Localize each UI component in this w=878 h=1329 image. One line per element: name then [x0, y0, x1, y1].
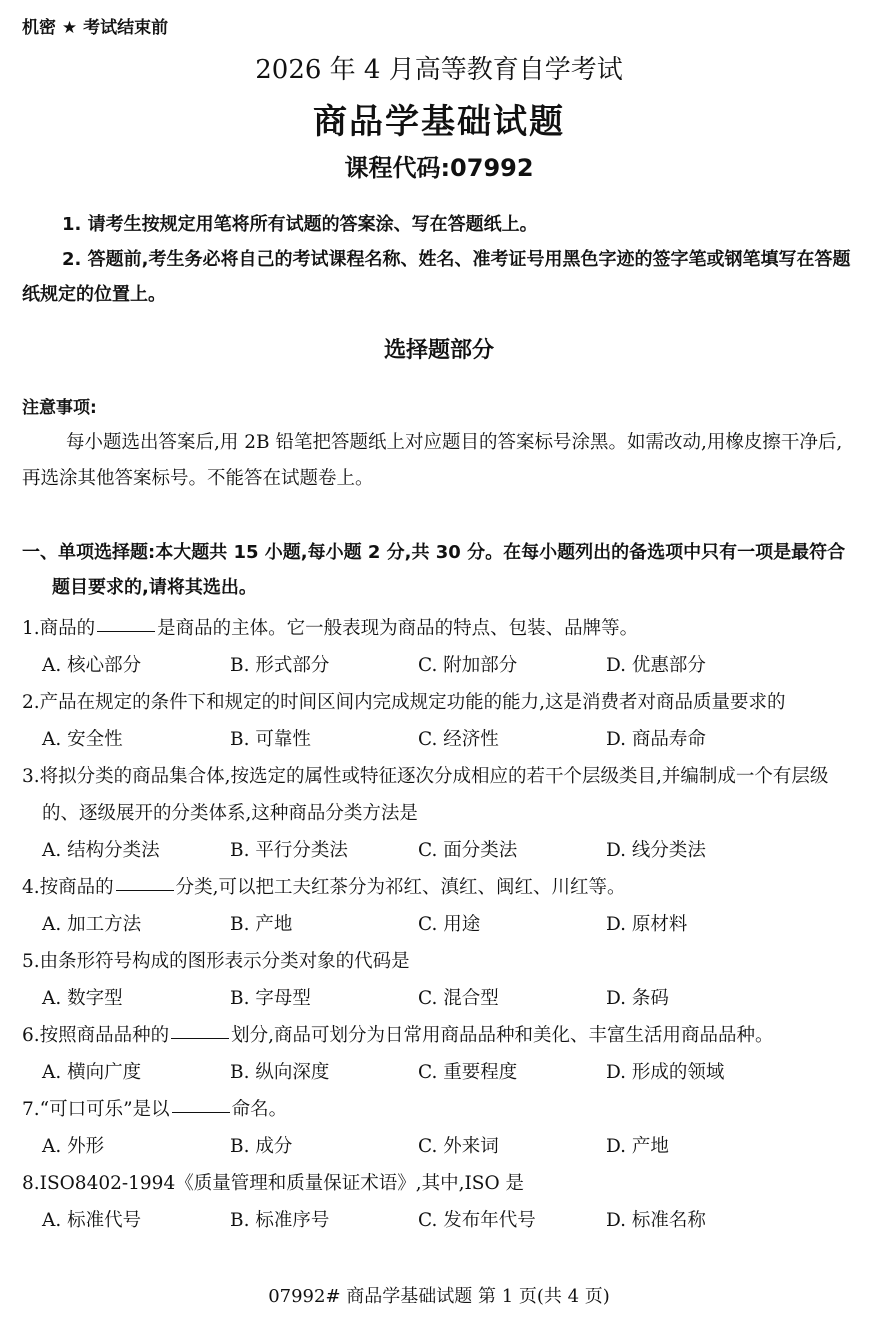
question-text: “可口可乐”是以: [39, 1099, 170, 1120]
course-code: 课程代码:07992: [344, 154, 534, 182]
answer-option: A. 加工方法: [42, 914, 142, 935]
notes-text: 每小题选出答案后,用 2B 铅笔把答题纸上对应题目的答案标号涂黑。如需改动,用橡皮擦干净后,再选涂其他答案标号。不能答在试题卷上。: [22, 432, 843, 490]
question-text: 按商品的: [39, 877, 114, 898]
question-text-continued: 命名。: [231, 1099, 288, 1120]
answer-option: B. 标准序号: [230, 1210, 330, 1231]
answer-option: C. 面分类法: [418, 840, 518, 861]
question-stem: [22, 1165, 860, 1202]
answer-option: B. 形式部分: [230, 655, 330, 676]
question-item: [22, 1017, 860, 1091]
answer-option: D. 优惠部分: [606, 655, 706, 676]
question-text: 产品在规定的条件下和规定的时间区间内完成规定功能的能力,这是消费者对商品质量要求的: [39, 692, 786, 713]
section-title: 选择题部分: [383, 338, 494, 363]
question-item: [22, 1165, 860, 1239]
answer-option: C. 发布年代号: [418, 1210, 536, 1231]
question-number: 5.: [22, 951, 40, 972]
question-item: [22, 869, 860, 943]
subject-title: 商品学基础试题: [313, 102, 565, 142]
answer-option: B. 产地: [230, 914, 293, 935]
answer-blank: [172, 1111, 230, 1113]
answer-option: B. 字母型: [230, 988, 311, 1009]
answer-option: D. 形成的领域: [606, 1062, 725, 1083]
question-stem: [22, 1091, 860, 1128]
question-text: 由条形符号构成的图形表示分类对象的代码是: [39, 951, 410, 972]
question-number: 3.: [22, 766, 40, 787]
answer-option: C. 经济性: [418, 729, 499, 750]
answer-option: A. 结构分类法: [42, 840, 160, 861]
option-row: [22, 647, 860, 684]
question-stem: [22, 684, 860, 721]
part-one-heading: 一、单项选择题:本大题共 15 小题,每小题 2 分,共 30 分。在每小题列出的备选项中只有一项是最符合题目要求的,请将其选出。: [22, 542, 846, 599]
page-footer: 07992# 商品学基础试题 第 1 页(共 4 页): [268, 1286, 610, 1307]
answer-option: B. 成分: [230, 1136, 293, 1157]
option-row: [22, 980, 860, 1017]
answer-blank: [97, 630, 155, 632]
question-text: 商品的: [39, 618, 96, 639]
question-list: [22, 610, 860, 1239]
question-text: 按照商品品种的: [39, 1025, 170, 1046]
question-item: [22, 943, 860, 1017]
answer-option: D. 标准名称: [606, 1210, 706, 1231]
question-text-continued: 划分,商品可划分为日常用商品品种和美化、丰富生活用商品品种。: [231, 1025, 774, 1046]
answer-option: D. 条码: [606, 988, 669, 1009]
option-row: [22, 721, 860, 758]
answer-option: B. 纵向深度: [230, 1062, 330, 1083]
answer-option: A. 横向广度: [42, 1062, 142, 1083]
question-number: 2.: [22, 692, 40, 713]
option-row: [22, 906, 860, 943]
instruction-item: 1. 请考生按规定用笔将所有试题的答案涂、写在答题纸上。: [62, 214, 538, 235]
option-row: [22, 1128, 860, 1165]
question-stem: [22, 758, 860, 832]
question-number: 8.: [22, 1173, 40, 1194]
question-item: [22, 758, 860, 869]
answer-option: C. 附加部分: [418, 655, 518, 676]
option-row: [22, 1054, 860, 1091]
question-item: [22, 684, 860, 758]
instruction-item: 2. 答题前,考生务必将自己的考试课程名称、姓名、准考证号用黑色字迹的签字笔或钢笔填写在答题纸规定的位置上。: [22, 249, 851, 306]
answer-option: C. 重要程度: [418, 1062, 518, 1083]
option-row: [22, 832, 860, 869]
question-number: 6.: [22, 1025, 40, 1046]
question-stem: [22, 610, 860, 647]
question-number: 4.: [22, 877, 40, 898]
answer-option: C. 外来词: [418, 1136, 499, 1157]
exam-instructions: [22, 207, 856, 312]
answer-option: C. 用途: [418, 914, 481, 935]
question-stem: [22, 1017, 860, 1054]
answer-option: A. 核心部分: [42, 655, 142, 676]
question-text-continued: 分类,可以把工夫红茶分为祁红、滇红、闽红、川红等。: [175, 877, 626, 898]
question-text: ISO8402-1994《质量管理和质量保证术语》,其中,ISO 是: [39, 1173, 525, 1194]
question-stem: [22, 943, 860, 980]
exam-name: 2026 年 4 月高等教育自学考试: [255, 55, 623, 85]
answer-blank: [171, 1037, 229, 1039]
confidential-mark: 机密 ★ 考试结束前: [22, 18, 169, 38]
answer-option: A. 安全性: [42, 729, 123, 750]
answer-blank: [116, 889, 174, 891]
question-number: 1.: [22, 618, 40, 639]
question-item: [22, 610, 860, 684]
answer-option: A. 数字型: [42, 988, 123, 1009]
answer-option: D. 商品寿命: [606, 729, 706, 750]
question-stem: [22, 869, 860, 906]
answer-option: A. 标准代号: [42, 1210, 142, 1231]
answer-option: C. 混合型: [418, 988, 499, 1009]
answer-option: B. 平行分类法: [230, 840, 348, 861]
option-row: [22, 1202, 860, 1239]
question-item: [22, 1091, 860, 1165]
answer-option: B. 可靠性: [230, 729, 311, 750]
answer-option: D. 产地: [606, 1136, 669, 1157]
question-text: 将拟分类的商品集合体,按选定的属性或特征逐次分成相应的若干个层级类目,并编制成一个有层级的、逐级展开的分类体系,这种商品分类方法是: [39, 766, 829, 824]
question-text-continued: 是商品的主体。它一般表现为商品的特点、包装、品牌等。: [157, 618, 639, 639]
answer-option: A. 外形: [42, 1136, 105, 1157]
question-number: 7.: [22, 1099, 40, 1120]
answer-option: D. 线分类法: [606, 840, 706, 861]
answer-option: D. 原材料: [606, 914, 688, 935]
notes-label: 注意事项:: [22, 398, 97, 418]
